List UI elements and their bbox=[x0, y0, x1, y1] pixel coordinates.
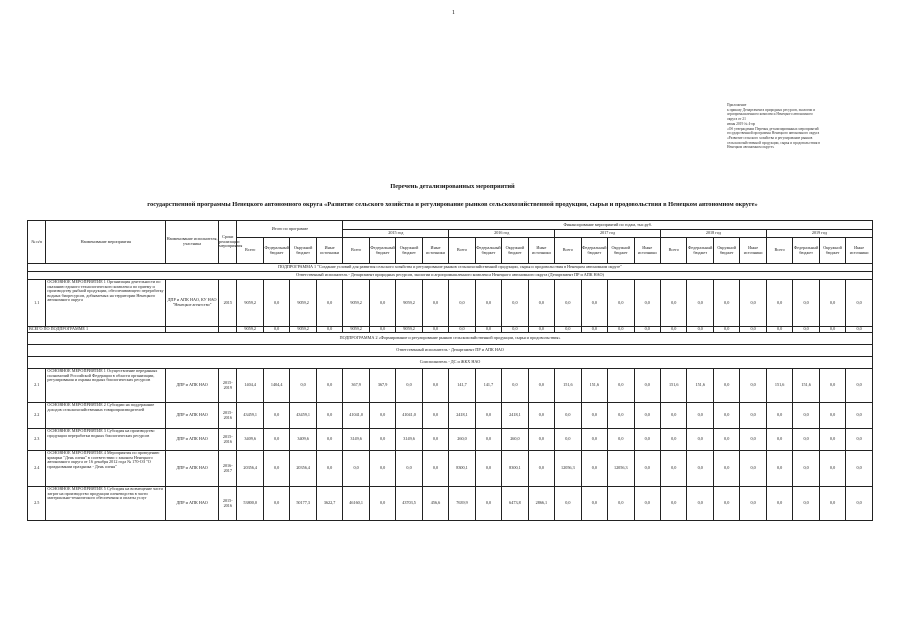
row-executor: ДПР и АПК НАО bbox=[166, 403, 219, 429]
header-sub: Федеральный бюджет bbox=[581, 238, 607, 264]
value-cell: 0,0 bbox=[528, 327, 554, 333]
value-cell: 456,6 bbox=[422, 487, 448, 521]
row-name: ОСНОВНОЕ МЕРОПРИЯТИЕ 5 Субсидия на возмещение части затрат на производство продукции оленеводства в части материально-технического обеспечения и оплаты услуг bbox=[46, 487, 166, 521]
table-row bbox=[28, 451, 873, 487]
value-cell: 0,0 bbox=[661, 429, 687, 451]
value-cell: 0,0 bbox=[316, 369, 343, 403]
value-cell: 3149,6 bbox=[396, 429, 422, 451]
value-cell: 6473,8 bbox=[502, 487, 528, 521]
value-cell: 0,0 bbox=[449, 280, 475, 327]
header-sub: Федеральный бюджет bbox=[263, 238, 289, 264]
value-cell: 0,0 bbox=[369, 280, 395, 327]
annex-line: государственной программы Ненецкого автономного округа bbox=[727, 131, 820, 136]
value-cell: 12056,3 bbox=[608, 451, 634, 487]
value-cell: 0,0 bbox=[528, 369, 554, 403]
value-cell: 0,0 bbox=[396, 369, 422, 403]
header-num: № п/п bbox=[28, 221, 46, 264]
header-sub: Окружной бюджет bbox=[502, 238, 528, 264]
value-cell: 7639,9 bbox=[449, 487, 475, 521]
value-cell: 0,0 bbox=[661, 327, 687, 333]
value-cell: 0,0 bbox=[713, 451, 739, 487]
value-cell: 0,0 bbox=[740, 327, 766, 333]
value-cell: 0,0 bbox=[555, 429, 581, 451]
value-cell: 0,0 bbox=[661, 487, 687, 521]
value-cell: 151,6 bbox=[661, 369, 687, 403]
subprogram-2-title: ПОДПРОГРАММА 2 «Формирование и регулирование рынков сельскохозяйственной продукции, сырья и продовольствия» bbox=[28, 333, 873, 345]
value-cell: 0,0 bbox=[793, 487, 819, 521]
header-sub: Федеральный бюджет bbox=[793, 238, 819, 264]
value-cell: 0,0 bbox=[793, 280, 819, 327]
header-sub: Окружной бюджет bbox=[819, 238, 845, 264]
value-cell: 0,0 bbox=[846, 451, 873, 487]
value-cell: 0,0 bbox=[819, 451, 845, 487]
value-cell: 260,0 bbox=[449, 429, 475, 451]
annex-line: Приложение bbox=[727, 103, 747, 107]
value-cell: 0,0 bbox=[687, 429, 713, 451]
annex-line: агропромышленного комплекса Ненецкого автономного bbox=[727, 112, 813, 117]
value-cell: 0,0 bbox=[555, 280, 581, 327]
value-cell: 0,0 bbox=[502, 280, 528, 327]
value-cell: 0,0 bbox=[581, 429, 607, 451]
value-cell: 0,0 bbox=[819, 429, 845, 451]
value-cell: 0,0 bbox=[396, 451, 422, 487]
row-executor: ДПР и АПК НАО bbox=[166, 487, 219, 521]
value-cell: 151,6 bbox=[793, 369, 819, 403]
header-sub: Федеральный бюджет bbox=[475, 238, 501, 264]
row-term: 2015-2019 bbox=[219, 369, 237, 403]
value-cell: 0,0 bbox=[581, 451, 607, 487]
header-year: 2016 год bbox=[449, 230, 555, 238]
value-cell: 0,0 bbox=[846, 280, 873, 327]
value-cell: 0,0 bbox=[819, 403, 845, 429]
value-cell: 0,0 bbox=[766, 429, 792, 451]
header-sub: Иные источники bbox=[422, 238, 448, 264]
value-cell: 0,0 bbox=[316, 451, 343, 487]
value-cell: 0,0 bbox=[634, 280, 660, 327]
row-num: 2.2 bbox=[28, 403, 46, 429]
header-sub: Всего bbox=[555, 238, 581, 264]
header-sub: Окружной бюджет bbox=[608, 238, 634, 264]
annex-line: «Об утверждении Перечня детализированных мероприятий bbox=[727, 126, 819, 131]
value-cell: 0,0 bbox=[793, 327, 819, 333]
value-cell: 9059,2 bbox=[290, 327, 316, 333]
row-term: 2016-2017 bbox=[219, 451, 237, 487]
value-cell: 0,0 bbox=[846, 429, 873, 451]
table-row bbox=[28, 403, 873, 429]
value-cell: 43459,1 bbox=[237, 403, 263, 429]
value-cell: 260,0 bbox=[502, 429, 528, 451]
row-num: 2.4 bbox=[28, 451, 46, 487]
value-cell: 0,0 bbox=[263, 280, 289, 327]
value-cell: 0,0 bbox=[634, 403, 660, 429]
row-name: ОСНОВНОЕ МЕРОПРИЯТИЕ 1 Осуществление переданных полномочий Российской Федерации в области организации, регулирования и охраны водных биологических ресурсов bbox=[46, 369, 166, 403]
value-cell: 0,0 bbox=[290, 369, 316, 403]
header-funding-group: Финансирование мероприятий по годам, тыс.руб. bbox=[343, 221, 873, 230]
value-cell: 0,0 bbox=[608, 487, 634, 521]
value-cell: 0,0 bbox=[263, 403, 289, 429]
value-cell: 0,0 bbox=[528, 280, 554, 327]
value-cell: 0,0 bbox=[528, 451, 554, 487]
value-cell: 0,0 bbox=[608, 327, 634, 333]
value-cell: 0,0 bbox=[555, 487, 581, 521]
value-cell: 9059,2 bbox=[237, 280, 263, 327]
annex-note bbox=[727, 103, 887, 150]
row-num: 2.5 bbox=[28, 487, 46, 521]
value-cell: 0,0 bbox=[661, 280, 687, 327]
row-executor: ДПР и АПК НАО bbox=[166, 369, 219, 403]
annex-line: Ненецком автономном округе» bbox=[727, 145, 775, 150]
value-cell: 53800,0 bbox=[237, 487, 263, 521]
events-table bbox=[27, 220, 873, 521]
value-cell: 0,0 bbox=[555, 327, 581, 333]
value-cell: 0,0 bbox=[740, 451, 766, 487]
value-cell: 0,0 bbox=[475, 403, 501, 429]
header-sub: Всего bbox=[766, 238, 792, 264]
header-sub: Окружной бюджет bbox=[290, 238, 316, 264]
value-cell: 0,0 bbox=[422, 451, 448, 487]
value-cell: 0,0 bbox=[687, 280, 713, 327]
value-cell: 0,0 bbox=[343, 451, 369, 487]
header-sub: Иные источники bbox=[846, 238, 873, 264]
value-cell: 0,0 bbox=[819, 487, 845, 521]
value-cell: 0,0 bbox=[740, 429, 766, 451]
row-num: 1.1 bbox=[28, 280, 46, 327]
subprogram-2-coexecutor: Соисполнитель - ДС и ЖКХ НАО bbox=[28, 357, 873, 369]
value-cell: 0,0 bbox=[634, 487, 660, 521]
value-cell: 0,0 bbox=[608, 403, 634, 429]
value-cell: 0,0 bbox=[475, 487, 501, 521]
value-cell: 3149,6 bbox=[343, 429, 369, 451]
header-executors: Наименование исполнителя, участника bbox=[166, 221, 219, 264]
value-cell: 0,0 bbox=[608, 429, 634, 451]
value-cell: 0,0 bbox=[846, 369, 873, 403]
header-sub: Окружной бюджет bbox=[713, 238, 739, 264]
row-name: ОСНОВНОЕ МЕРОПРИЯТИЕ 4 Мероприятия по проведению ярмарки "День оленя" в соответствии с законом Ненецкого автономного округа от 16 декабря 2012 года № 170-ОЗ "О праздновании праздника - День оленя" bbox=[46, 451, 166, 487]
value-cell: 0,0 bbox=[687, 451, 713, 487]
header-sub: Всего bbox=[237, 238, 263, 264]
value-cell: 0,0 bbox=[475, 327, 501, 333]
header-total-group: Итого по программе bbox=[237, 221, 343, 238]
value-cell: 0,0 bbox=[740, 487, 766, 521]
row-executor: ДПР и АПК НАО, КУ НАО "Ненецкое агентство" bbox=[166, 280, 219, 327]
value-cell: 0,0 bbox=[422, 403, 448, 429]
row-executor: ДПР и АПК НАО bbox=[166, 429, 219, 451]
header-sub: Иные источники bbox=[316, 238, 343, 264]
document-subtitle: государственной программы Ненецкого автономного округа «Развитие сельского хозяйства и регулирование рынков сельскохозяйственной продукции, сырья и продовольствия в Ненецком автономном округе» bbox=[147, 201, 758, 208]
value-cell: 367,9 bbox=[343, 369, 369, 403]
value-cell: 151,6 bbox=[687, 369, 713, 403]
value-cell: 0,0 bbox=[422, 280, 448, 327]
value-cell: 367,9 bbox=[369, 369, 395, 403]
value-cell: 0,0 bbox=[846, 327, 873, 333]
value-cell: 20356,4 bbox=[237, 451, 263, 487]
table-row bbox=[28, 487, 873, 521]
value-cell: 0,0 bbox=[661, 403, 687, 429]
value-cell: 0,0 bbox=[713, 429, 739, 451]
annex-line: округа от 21 bbox=[727, 117, 746, 122]
value-cell: 0,0 bbox=[793, 403, 819, 429]
header-sub: Иные источники bbox=[634, 238, 660, 264]
value-cell: 2418,1 bbox=[449, 403, 475, 429]
row-term: 2015-2016 bbox=[219, 429, 237, 451]
value-cell: 0,0 bbox=[475, 280, 501, 327]
value-cell: 3409,6 bbox=[290, 429, 316, 451]
value-cell: 2418,1 bbox=[502, 403, 528, 429]
value-cell: 43459,1 bbox=[290, 403, 316, 429]
header-year: 2017 год bbox=[555, 230, 661, 238]
value-cell: 0,0 bbox=[449, 327, 475, 333]
row-term: 2015-2016 bbox=[219, 487, 237, 521]
subprogram-1-title: ПОДПРОГРАММА 1 "Создание условий для развития сельского хозяйства и регулирование рынков сельскохозяйственной продукции, сырья и продовольствия в Ненецком автономном округе" bbox=[28, 264, 873, 272]
value-cell: 9059,2 bbox=[237, 327, 263, 333]
value-cell: 1404,4 bbox=[263, 369, 289, 403]
value-cell: 0,0 bbox=[369, 403, 395, 429]
table-row bbox=[28, 280, 873, 327]
value-cell: 9059,2 bbox=[343, 327, 369, 333]
value-cell: 0,0 bbox=[766, 451, 792, 487]
row-name: ОСНОВНОЕ МЕРОПРИЯТИЕ 1 Организация деятельности по оказанию единого технологического комплекса по приему и производству рыбной продукции, обеспечивающего переработку водных биоресурсов, добываемых на территории Ненецкого автономного округа bbox=[46, 280, 166, 327]
header-year: 2015 год bbox=[343, 230, 449, 238]
value-cell: 0,0 bbox=[846, 403, 873, 429]
annex-line: «Развитие сельского хозяйства и регулирование рынков bbox=[727, 135, 813, 140]
value-cell: 0,0 bbox=[634, 451, 660, 487]
value-cell: 0,0 bbox=[634, 429, 660, 451]
value-cell: 0,0 bbox=[846, 487, 873, 521]
value-cell: 0,0 bbox=[422, 327, 448, 333]
annex-line: июня 2019 № 4-пр bbox=[727, 121, 756, 126]
value-cell: 0,0 bbox=[581, 403, 607, 429]
value-cell: 8300,1 bbox=[502, 451, 528, 487]
value-cell: 0,0 bbox=[661, 451, 687, 487]
row-term: 2015 bbox=[219, 280, 237, 327]
annex-line: к приказу Департамента природных ресурсов, экологии и bbox=[727, 107, 816, 112]
value-cell: 0,0 bbox=[740, 280, 766, 327]
value-cell: 0,0 bbox=[713, 280, 739, 327]
value-cell: 0,0 bbox=[581, 487, 607, 521]
value-cell: 0,0 bbox=[475, 451, 501, 487]
value-cell: 0,0 bbox=[687, 487, 713, 521]
value-cell: 0,0 bbox=[608, 280, 634, 327]
value-cell: 0,0 bbox=[793, 429, 819, 451]
value-cell: 0,0 bbox=[687, 403, 713, 429]
header-sub: Иные источники bbox=[528, 238, 554, 264]
value-cell: 41041,0 bbox=[343, 403, 369, 429]
value-cell: 0,0 bbox=[713, 487, 739, 521]
value-cell: 9059,2 bbox=[290, 280, 316, 327]
document-title: Перечень детализированных мероприятий bbox=[390, 183, 515, 190]
value-cell: 0,0 bbox=[475, 429, 501, 451]
value-cell: 0,0 bbox=[369, 327, 395, 333]
value-cell: 0,0 bbox=[528, 403, 554, 429]
value-cell: 0,0 bbox=[263, 487, 289, 521]
value-cell: 0,0 bbox=[819, 280, 845, 327]
value-cell: 141,7 bbox=[475, 369, 501, 403]
value-cell: 0,0 bbox=[687, 327, 713, 333]
value-cell: 0,0 bbox=[766, 327, 792, 333]
value-cell: 151,6 bbox=[766, 369, 792, 403]
value-cell: 151,6 bbox=[555, 369, 581, 403]
value-cell: 0,0 bbox=[422, 429, 448, 451]
value-cell: 0,0 bbox=[316, 429, 343, 451]
value-cell: 0,0 bbox=[713, 403, 739, 429]
row-name: ОСНОВНОЕ МЕРОПРИЯТИЕ 3 Субсидия на производство продукции переработки водных биологических ресурсов bbox=[46, 429, 166, 451]
value-cell: 0,0 bbox=[502, 327, 528, 333]
value-cell: 3409,6 bbox=[237, 429, 263, 451]
value-cell: 20356,4 bbox=[290, 451, 316, 487]
value-cell: 1404,4 bbox=[237, 369, 263, 403]
value-cell: 12056,3 bbox=[555, 451, 581, 487]
header-sub: Иные источники bbox=[740, 238, 766, 264]
row-name: ОСНОВНОЕ МЕРОПРИЯТИЕ 2 Субсидии на поддержание доходов сельскохозяйственных товаропроизводителей bbox=[46, 403, 166, 429]
value-cell: 0,0 bbox=[528, 429, 554, 451]
value-cell: 0,0 bbox=[263, 327, 289, 333]
value-cell: 0,0 bbox=[369, 429, 395, 451]
value-cell: 0,0 bbox=[316, 327, 343, 333]
total-label: ВСЕГО ПО ПОДПРОГРАММЕ 1 bbox=[28, 327, 166, 333]
subprogram-2-responsible: Ответственный исполнитель - Департамент ПР и АПК НАО bbox=[28, 345, 873, 357]
value-cell: 0,0 bbox=[766, 403, 792, 429]
value-cell: 0,0 bbox=[819, 369, 845, 403]
header-sub: Всего bbox=[449, 238, 475, 264]
header-deadline: Сроки реализации мероприятия bbox=[219, 221, 237, 264]
value-cell: 0,0 bbox=[316, 280, 343, 327]
header-sub: Всего bbox=[661, 238, 687, 264]
value-cell: 0,0 bbox=[634, 369, 660, 403]
header-year: 2019 год bbox=[766, 230, 872, 238]
value-cell: 0,0 bbox=[581, 327, 607, 333]
header-sub: Федеральный бюджет bbox=[687, 238, 713, 264]
value-cell: 0,0 bbox=[422, 369, 448, 403]
row-term: 2015-2016 bbox=[219, 403, 237, 429]
value-cell: 0,0 bbox=[740, 403, 766, 429]
header-sub: Окружной бюджет bbox=[396, 238, 422, 264]
value-cell: 141,7 bbox=[449, 369, 475, 403]
value-cell: 46160,1 bbox=[343, 487, 369, 521]
value-cell: 0,0 bbox=[555, 403, 581, 429]
value-cell: 0,0 bbox=[608, 369, 634, 403]
value-cell: 0,0 bbox=[581, 280, 607, 327]
value-cell: 0,0 bbox=[740, 369, 766, 403]
value-cell: 0,0 bbox=[793, 451, 819, 487]
value-cell: 0,0 bbox=[713, 369, 739, 403]
value-cell: 2866,1 bbox=[528, 487, 554, 521]
value-cell: 0,0 bbox=[369, 487, 395, 521]
row-num: 2.3 bbox=[28, 429, 46, 451]
value-cell: 0,0 bbox=[634, 327, 660, 333]
value-cell: 50177,3 bbox=[290, 487, 316, 521]
table-row bbox=[28, 369, 873, 403]
value-cell: 0,0 bbox=[263, 429, 289, 451]
value-cell: 0,0 bbox=[263, 451, 289, 487]
value-cell: 0,0 bbox=[766, 487, 792, 521]
value-cell: 9059,2 bbox=[396, 280, 422, 327]
value-cell: 8300,1 bbox=[449, 451, 475, 487]
value-cell: 0,0 bbox=[713, 327, 739, 333]
annex-line: сельскохозяйственной продукции, сырья и продовольствия в bbox=[727, 140, 820, 145]
header-sub: Федеральный бюджет bbox=[369, 238, 395, 264]
value-cell: 0,0 bbox=[766, 280, 792, 327]
page-number: 1 bbox=[452, 10, 455, 16]
value-cell: 0,0 bbox=[369, 451, 395, 487]
value-cell: 43703,5 bbox=[396, 487, 422, 521]
header-year: 2018 год bbox=[661, 230, 767, 238]
table-row bbox=[28, 429, 873, 451]
value-cell: 9059,2 bbox=[396, 327, 422, 333]
value-cell: 41041,0 bbox=[396, 403, 422, 429]
value-cell: 0,0 bbox=[502, 369, 528, 403]
value-cell: 0,0 bbox=[316, 403, 343, 429]
header-event-name: Наименование мероприятия bbox=[46, 221, 166, 264]
value-cell: 9059,2 bbox=[343, 280, 369, 327]
row-num: 2.1 bbox=[28, 369, 46, 403]
subprogram-1-responsible: Ответственный исполнитель - Департамент природных ресурсов, экологии и агропромышленного комплекса Ненецкого автономного округа (Департамент ПР и АПК НАО) bbox=[28, 272, 873, 280]
value-cell: 3622,7 bbox=[316, 487, 343, 521]
value-cell: 0,0 bbox=[819, 327, 845, 333]
value-cell: 151,6 bbox=[581, 369, 607, 403]
row-executor: ДПР и АПК НАО bbox=[166, 451, 219, 487]
header-sub: Всего bbox=[343, 238, 369, 264]
